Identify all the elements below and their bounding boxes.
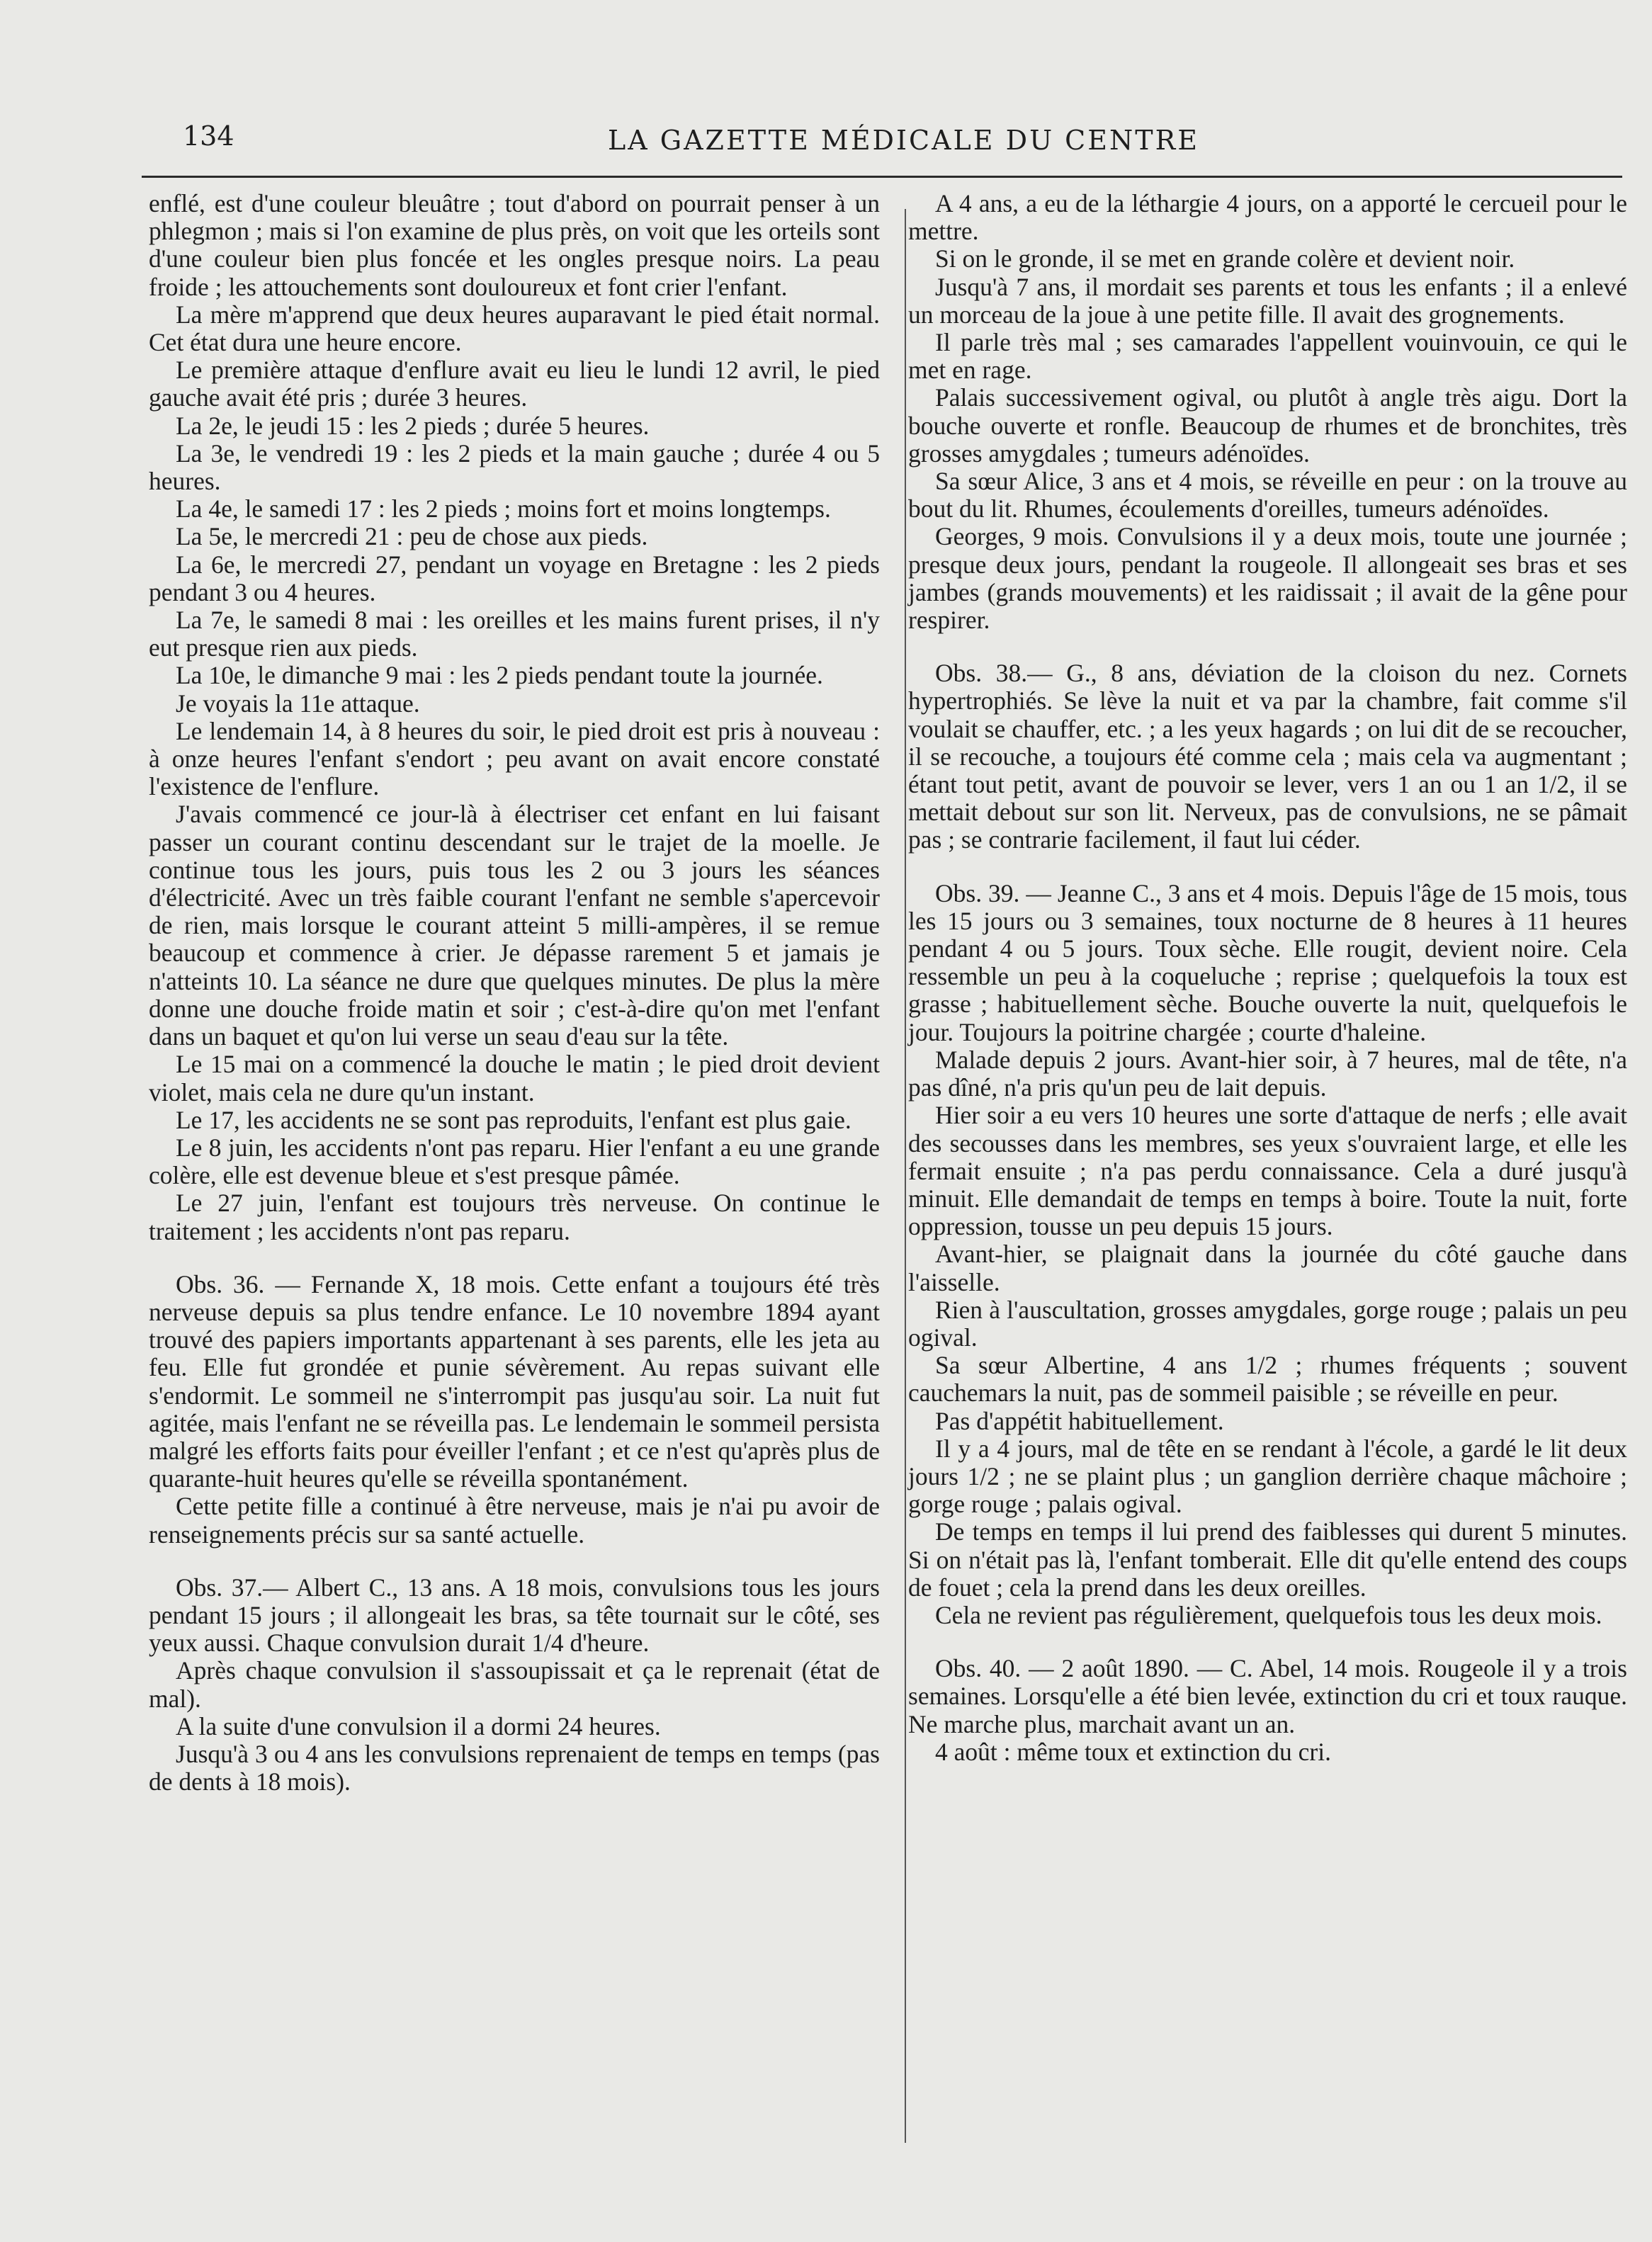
paragraph: enflé, est d'une couleur bleuâtre ; tout d'abord on pourrait penser à un phlegmon ; mais si l'on examine de plus près, on voit que les orteils sont d'une couleur bien plus foncée et les ongles presque noirs. La peau froide ; les attouchements sont douloureux et font crier l'enfant. bbox=[149, 189, 880, 301]
paragraph: 4 août : même toux et extinction du cri. bbox=[935, 1737, 1331, 1766]
paragraph: De temps en temps il lui prend des faiblesses qui durent 5 minutes. Si on n'était pas là, l'enfant tomberait. Elle dit qu'elle entend des coups de fouet ; cela la prend dans les deux oreilles. bbox=[908, 1517, 1627, 1602]
paragraph: Le lendemain 14, à 8 heures du soir, le pied droit est pris à nouveau : à onze heures l'enfant s'endort ; peu avant on avait encore constaté l'existence de l'enflure. bbox=[149, 716, 880, 801]
paragraph: Avant-hier, se plaignait dans la journée du côté gauche dans l'aisselle. bbox=[908, 1240, 1627, 1296]
paragraph: Le 15 mai on a commencé la douche le matin ; le pied droit devient violet, mais cela ne dure qu'un instant. bbox=[149, 1050, 880, 1106]
paragraph: Le première attaque d'enflure avait eu lieu le lundi 12 avril, le pied gauche avait été pris ; durée 3 heures. bbox=[149, 356, 880, 412]
paragraph: Cela ne revient pas régulièrement, quelquefois tous les deux mois. bbox=[935, 1600, 1602, 1629]
paragraph: La 6e, le mercredi 27, pendant un voyage en Bretagne : les 2 pieds pendant 3 ou 4 heures. bbox=[149, 550, 880, 606]
paragraph: Jusqu'à 7 ans, il mordait ses parents et tous les enfants ; il a enlevé un morceau de la joue à une petite fille. Il avait des grognements. bbox=[908, 272, 1627, 329]
paragraph: Rien à l'auscultation, grosses amygdales, gorge rouge ; palais un peu ogival. bbox=[908, 1295, 1627, 1352]
paragraph: Malade depuis 2 jours. Avant-hier soir, à 7 heures, mal de tête, n'a pas dîné, n'a pris qu'un peu de lait depuis. bbox=[908, 1045, 1627, 1102]
paragraph: J'avais commencé ce jour-là à électriser cet enfant en lui faisant passer un courant continu descendant sur le trajet de la moelle. Je continue tous les jours, puis tous les 2 ou 3 jours les séances d'électricité. Avec un très faible courant l'enfant ne semble s'apercevoir de rien, mais lorsque le courant atteint 5 milli-ampères, il se remue beaucoup et commence à crier. Je dépasse rarement 5 et jamais je n'atteints 10. La séance ne dure que quelques minutes. De plus la mère donne une douche froide matin et soir ; c'est-à-dire qu'on met l'enfant dans un baquet et qu'on lui verse un seau d'eau sur la tête. bbox=[149, 800, 880, 1051]
paragraph: Le 17, les accidents ne se sont pas reproduits, l'enfant est plus gaie. bbox=[176, 1105, 852, 1134]
paragraph: Après chaque convulsion il s'assoupissait et ça le reprenait (état de mal). bbox=[149, 1656, 880, 1713]
paragraph: Il parle très mal ; ses camarades l'appellent vouinvouin, ce qui le met en rage. bbox=[908, 328, 1627, 385]
observation-heading-paragraph: Obs. 36. — Fernande X, 18 mois. Cette enfant a toujours été très nerveuse depuis sa plus tendre enfance. Le 10 novembre 1894 ayant trouvé des papiers importants appartenant à ses parents, elle les jeta au feu. Elle fut grondée et punie sévèrement. Au repas suivant elle s'endormit. Le sommeil ne s'interrompit pas jusqu'au soir. La nuit fut agitée, mais l'enfant ne se réveilla pas. Le lendemain le sommeil persista malgré les efforts faits pour éveiller l'enfant ; et ce n'est qu'après plus de quarante-huit heures qu'elle se réveilla spontanément. bbox=[149, 1269, 880, 1493]
observation-heading-paragraph: Obs. 39. — Jeanne C., 3 ans et 4 mois. Depuis l'âge de 15 mois, tous les 15 jours ou 3 semaines, toux nocturne de 8 heures à 11 heures pendant 4 ou 5 jours. Toux sèche. Elle rougit, devient noire. Cela ressemble un peu à la coqueluche ; reprise ; quelquefois la toux est grasse ; habituellement sèche. Bouche ouverte la nuit, quelquefois le jour. Toujours la poitrine chargée ; courte d'haleine. bbox=[908, 878, 1627, 1046]
paragraph: Je voyais la 11e attaque. bbox=[176, 689, 420, 718]
observation-heading-paragraph: Obs. 38.— G., 8 ans, déviation de la cloison du nez. Cornets hypertrophiés. Se lève la nuit et va par la chambre, fait comme s'il voulait se chauffer, etc. ; a les yeux hagards ; on lui dit de se recoucher, il se recouche, a toujours été comme cela ; mais cela va augmentant ; étant tout petit, avant de pouvoir se lever, vers 1 an ou 1 an 1/2, il se mettait debout sur son lit. Nerveux, pas de convulsions, ne se pâmait pas ; se contrarie facilement, il faut lui céder. bbox=[908, 659, 1627, 854]
paragraph: Pas d'appétit habituellement. bbox=[935, 1406, 1224, 1435]
paragraph: Jusqu'à 3 ou 4 ans les convulsions reprenaient de temps en temps (pas de dents à 18 mois). bbox=[149, 1739, 880, 1796]
paragraph: La 4e, le samedi 17 : les 2 pieds ; moins fort et moins longtemps. bbox=[176, 494, 831, 523]
page-header bbox=[183, 120, 1592, 163]
paragraph: Il y a 4 jours, mal de tête en se rendant à l'école, a gardé le lit deux jours 1/2 ; ne se plaint plus ; un ganglion derrière chaque mâchoire ; gorge rouge ; palais ogival. bbox=[908, 1434, 1627, 1519]
page-number: 134 bbox=[183, 120, 234, 152]
column-divider bbox=[905, 209, 906, 2143]
paragraph: Palais successivement ogival, ou plutôt à angle très aigu. Dort la bouche ouverte et ronfle. Beaucoup de rhumes et de bronchites, très grosses amygdales ; tumeurs adénoïdes. bbox=[908, 383, 1627, 468]
paragraph: Sa sœur Alice, 3 ans et 4 mois, se réveille en peur : on la trouve au bout du lit. Rhumes, écoulements d'oreilles, tumeurs adénoïdes. bbox=[908, 467, 1627, 523]
paragraph: Hier soir a eu vers 10 heures une sorte d'attaque de nerfs ; elle avait des secousses dans les membres, ses yeux s'ouvraient large, et elle les fermait ensuite ; n'a pas perdu connaissance. Cela a duré jusqu'à minuit. Elle demandait de temps en temps à boire. Toute la nuit, forte oppression, tousse un peu depuis 15 jours. bbox=[908, 1101, 1627, 1241]
left-column bbox=[149, 190, 880, 1796]
paragraph: A la suite d'une convulsion il a dormi 24 heures. bbox=[176, 1711, 661, 1740]
paragraph: Georges, 9 mois. Convulsions il y a deux mois, toute une journée ; presque deux jours, pendant la rougeole. Il allongeait ses bras et ses jambes (grands mouvements) et les raidissait ; il avait de la gêne pour respirer. bbox=[908, 522, 1627, 635]
running-title: LA GAZETTE MÉDICALE DU CENTRE bbox=[608, 125, 1199, 156]
paragraph: Le 27 juin, l'enfant est toujours très nerveuse. On continue le traitement ; les accidents n'ont pas reparu. bbox=[149, 1189, 880, 1245]
paragraph: La mère m'apprend que deux heures auparavant le pied était normal. Cet état dura une heure encore. bbox=[149, 300, 880, 357]
paragraph: Si on le gronde, il se met en grande colère et devient noir. bbox=[935, 244, 1515, 273]
paragraph: Le 8 juin, les accidents n'ont pas reparu. Hier l'enfant a eu une grande colère, elle est devenue bleue et s'est presque pâmée. bbox=[149, 1133, 880, 1190]
observation-heading-paragraph: Obs. 37.— Albert C., 13 ans. A 18 mois, convulsions tous les jours pendant 15 jours ; il allongeait les bras, sa tête tournait sur le côté, ses yeux aussi. Chaque convulsion durait 1/4 d'heure. bbox=[149, 1573, 880, 1658]
paragraph: La 2e, le jeudi 15 : les 2 pieds ; durée 5 heures. bbox=[176, 411, 650, 440]
paragraph: Cette petite fille a continué à être nerveuse, mais je n'ai pu avoir de renseignements précis sur sa santé actuelle. bbox=[149, 1492, 880, 1549]
paragraph: La 10e, le dimanche 9 mai : les 2 pieds pendant toute la journée. bbox=[176, 661, 823, 690]
paragraph: La 5e, le mercredi 21 : peu de chose aux pieds. bbox=[176, 522, 648, 551]
header-rule bbox=[142, 176, 1622, 178]
right-column bbox=[908, 190, 1627, 1766]
paragraph: La 7e, le samedi 8 mai : les oreilles et les mains furent prises, il n'y eut presque rien aux pieds. bbox=[149, 606, 880, 662]
paragraph: Sa sœur Albertine, 4 ans 1/2 ; rhumes fréquents ; souvent cauchemars la nuit, pas de sommeil paisible ; se réveille en peur. bbox=[908, 1351, 1627, 1408]
paragraph: La 3e, le vendredi 19 : les 2 pieds et la main gauche ; durée 4 ou 5 heures. bbox=[149, 438, 880, 496]
paragraph: A 4 ans, a eu de la léthargie 4 jours, on a apporté le cercueil pour le mettre. bbox=[908, 189, 1627, 246]
observation-heading-paragraph: Obs. 40. — 2 août 1890. — C. Abel, 14 mois. Rougeole il y a trois semaines. Lorsqu'elle a été bien levée, extinction du cri et toux rauque. Ne marche plus, marchait avant un an. bbox=[908, 1654, 1627, 1738]
